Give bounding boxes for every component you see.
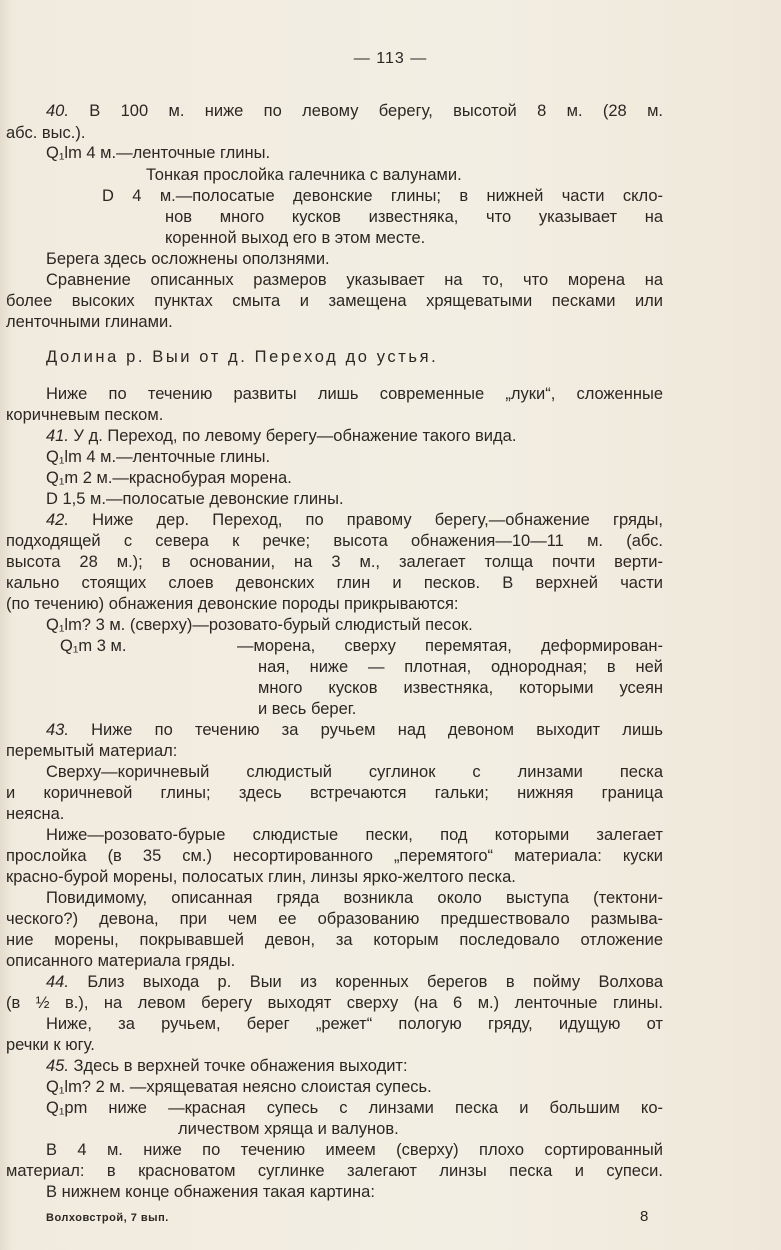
text-line: нов много кусков известняка, что указывает на: [165, 208, 663, 226]
text-line: личеством хряща и валунов.: [178, 1120, 399, 1138]
text-line: Берега здесь осложнены оползнями.: [46, 250, 330, 268]
text-line: 45. Здесь в верхней точке обнажения выходит:: [46, 1057, 408, 1075]
item-number: 42.: [46, 511, 69, 529]
text-line: 44. Близ выхода р. Выи из коренных берегов в пойму Волхова: [46, 973, 663, 991]
text-line: и весь берег.: [258, 700, 357, 718]
item-number: 45.: [46, 1057, 69, 1075]
text-line: В нижнем конце обнажения такая картина:: [46, 1183, 375, 1201]
text-line: 42. Ниже дер. Переход, по правому берегу,—обнажение гряды,: [46, 511, 663, 529]
text-line: много кусков известняка, которыми усеян: [258, 679, 663, 697]
item-number: 40.: [46, 102, 69, 120]
text-line: Q₁m 3 м.: [60, 637, 127, 655]
text-line: В 4 м. ниже по течению имеем (сверху) плохо сортированный: [46, 1141, 663, 1159]
text-line: 41. У д. Переход, по левому берегу—обнажение такого вида.: [46, 427, 517, 445]
text-line: красно-бурой морены, полосатых глин, линзы ярко-желтого песка.: [6, 868, 516, 886]
text-line: Ниже, за ручьем, берег „режет“ пологую гряду, идущую от: [46, 1015, 663, 1033]
text-line: Ниже по течению развиты лишь современные „луки“, сложенные: [46, 385, 663, 403]
text-line: коричневым песком.: [6, 406, 164, 424]
text-line: коренной выход его в этом месте.: [165, 229, 426, 247]
text-line: ческого?) девона, при чем ее образованию предшествовало размыва-: [6, 910, 663, 928]
text-line: D 1,5 м.—полосатые девонские глины.: [46, 490, 344, 508]
item-number: 44.: [46, 973, 69, 991]
footer-publication: Волховстрой, 7 вып.: [46, 1212, 169, 1224]
text-line: Тонкая прослойка галечника с валунами.: [146, 166, 462, 184]
footer-signature: 8: [640, 1208, 649, 1225]
text-line: высота 28 м.); в основании, на 3 м., залегает толща почти верти-: [6, 553, 663, 571]
text-line: Q₁lm 4 м.—ленточные глины.: [46, 144, 271, 162]
text-line: неясна.: [6, 805, 65, 823]
text-line: и коричневой глины; здесь встречаются гальки; нижняя граница: [6, 784, 663, 802]
text-line: 40. В 100 м. ниже по левому берегу, высотой 8 м. (28 м.: [46, 102, 663, 120]
text-line: ние морены, покрывавшей девон, за которым последовало отложение: [6, 931, 663, 949]
text-line: Повидимому, описанная гряда возникла около выступа (тектони-: [46, 889, 663, 907]
text-line: —морена, сверху перемятая, деформирован-: [237, 637, 663, 655]
item-number: 41.: [46, 427, 69, 445]
text-line: Q₁lm? 2 м. —хрящеватая неясно слоистая супесь.: [46, 1078, 432, 1096]
text-line: D 4 м.—полосатые девонские глины; в нижней части скло-: [102, 187, 663, 205]
text-line: ная, ниже — плотная, однородная; в ней: [258, 658, 663, 676]
text-line: кально стоящих слоев девонских глин и песков. В верхней части: [6, 574, 663, 592]
text-line: подходящей с севера к речке; высота обнажения—10—11 м. (абс.: [6, 532, 663, 550]
section-heading: Долина р. Выи от д. Переход до устья.: [46, 348, 439, 366]
text-line: 43. Ниже по течению за ручьем над девоном выходит лишь: [46, 721, 663, 739]
text-line: Сравнение описанных размеров указывает на то, что морена на: [46, 271, 663, 289]
item-number: 43.: [46, 721, 69, 739]
text-line: (по течению) обнажения девонские породы прикрываются:: [6, 595, 459, 613]
text-line: Q₁lm? 3 м. (сверху)—розовато-бурый слюдистый песок.: [46, 616, 473, 634]
text-line: ленточными глинами.: [6, 313, 173, 331]
text-line: Q₁pm ниже —красная супесь с линзами песка и большим ко-: [46, 1099, 663, 1117]
text-line: Q₁lm 4 м.—ленточные глины.: [46, 448, 271, 466]
text-line: прослойка (в 35 см.) несортированного „перемятого“ материала: куски: [6, 847, 663, 865]
text-line: Сверху—коричневый слюдистый суглинок с линзами песка: [46, 763, 663, 781]
text-line: материал: в красноватом суглинке залегают линзы песка и супеси.: [6, 1162, 663, 1180]
text-line: (в ½ в.), на левом берегу выходят сверху (на 6 м.) ленточные глины.: [6, 994, 663, 1012]
text-line: речки к югу.: [6, 1036, 95, 1054]
text-line: абс. выс.).: [6, 124, 86, 142]
text-line: более высоких пунктах смыта и замещена хрящеватыми песками или: [6, 292, 663, 310]
page-number: — 113 —: [353, 50, 428, 67]
text-line: перемытый материал:: [6, 742, 178, 760]
text-line: Ниже—розовато-бурые слюдистые пески, под которыми залегает: [46, 826, 663, 844]
text-line: описанного материала гряды.: [6, 952, 236, 970]
text-line: Q₁m 2 м.—краснобурая морена.: [46, 469, 292, 487]
